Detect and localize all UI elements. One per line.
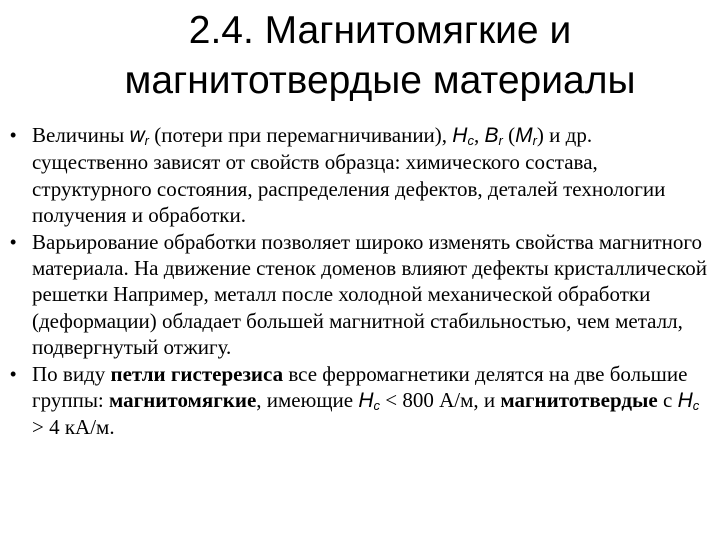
- bullet-3-mid2: , имеющие: [256, 388, 359, 413]
- b-symbol: B: [484, 124, 499, 147]
- title-line-2: магнитотвердые материалы: [124, 59, 636, 102]
- bullet-dot-icon: •: [10, 125, 17, 145]
- title-line-1: 2.4. Магнитомягкие и: [188, 9, 572, 52]
- bullet-1-after-w: (потери при перемагничивании),: [148, 123, 453, 147]
- bullet-list: [10, 122, 710, 441]
- b-subscript: r: [498, 133, 503, 148]
- bullet-item-2: [10, 229, 710, 361]
- bullet-3-mid3: < 800 А/м, и: [379, 388, 501, 413]
- term-soft-magnetic: магнитомягкие: [109, 388, 257, 413]
- bullet-3-end: > 4 кА/м.: [32, 415, 115, 440]
- bullet-dot-icon: •: [10, 363, 17, 384]
- hc-subscript-2: c: [692, 398, 700, 414]
- bullet-2-text: Варьирование обработки позволяет широко изменять свойства магнитного материала. На движение стенок доменов влияют дефекты кристаллической решетки Например, металл после холодной механической обработки (деформации) обладает большей магнитной стабильностью, чем металл, подвергнутый отжигу.: [32, 229, 707, 360]
- bullet-3-mid1: все ферромагнетики делятся на две большие группы:: [32, 361, 688, 413]
- h-symbol: H: [452, 124, 468, 147]
- bullet-1-paren-open: (: [502, 123, 516, 147]
- hc-subscript-1: c: [373, 398, 380, 414]
- slide-title: [60, 6, 700, 106]
- bullet-1-rest: ) и др. существенно зависят от свойств образца: химического состава, структурного состояния, распределения дефектов, деталей технологии получения и обработки.: [32, 123, 666, 228]
- bullet-dot-icon: •: [10, 231, 17, 252]
- bullet-item-1: [10, 122, 710, 229]
- term-hard-magnetic: магнитотвердые: [500, 388, 658, 413]
- hc-symbol-2: H: [677, 389, 693, 413]
- bullet-3-intro: По виду: [32, 361, 111, 386]
- hc-symbol-1: H: [358, 389, 374, 413]
- h-subscript: c: [467, 133, 474, 148]
- bullet-1-intro: Величины: [32, 123, 130, 147]
- bullet-3-mid4: с: [657, 388, 678, 413]
- bullet-item-3: [10, 361, 710, 441]
- bullet-1-comma: ,: [473, 123, 485, 147]
- term-hysteresis-loop: петли гистерезиса: [110, 361, 284, 386]
- m-symbol: M: [515, 124, 533, 147]
- m-subscript: r: [532, 133, 537, 148]
- w-subscript: r: [144, 133, 149, 148]
- w-symbol: w: [129, 124, 145, 147]
